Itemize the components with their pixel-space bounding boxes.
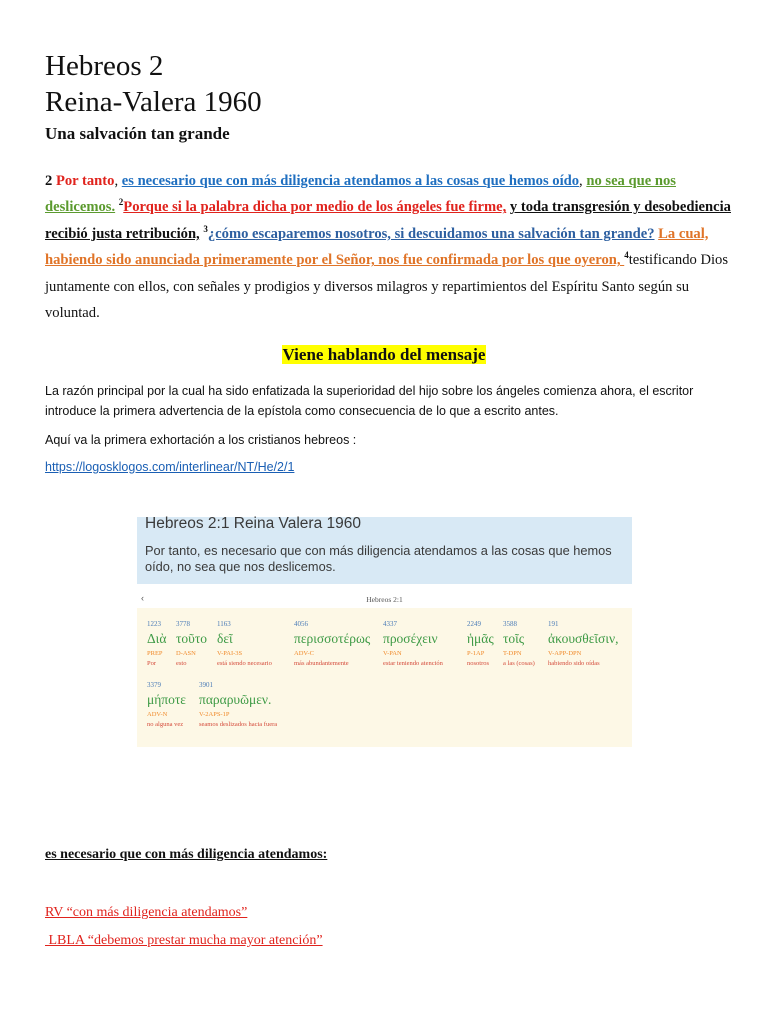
- parsing-code: V-PAI-3S: [217, 650, 243, 657]
- strongs-number: 191: [548, 620, 559, 628]
- verse-superscript-2: 2: [118, 197, 124, 208]
- strongs-number: 1223: [147, 620, 161, 628]
- verse-number: 2: [45, 173, 53, 189]
- interlinear-link[interactable]: https://logosklogos.com/interlinear/NT/He/2/1: [45, 460, 295, 474]
- parsing-code: T-DPN: [503, 650, 522, 657]
- verse-paragraph: [45, 168, 735, 326]
- interlinear-word: [147, 619, 166, 669]
- parsing-code: D-ASN: [176, 650, 196, 657]
- body-paragraph-exhortation: Aquí va la primera exhortación a los cristianos hebreos :: [45, 433, 357, 447]
- greek-word: ἡμᾶς: [467, 631, 494, 646]
- greek-word: τοῦτο: [176, 631, 208, 646]
- parsing-code: PREP: [147, 650, 163, 657]
- word-translation: nosotros: [467, 660, 490, 667]
- document-subtitle: Una salvación tan grande: [45, 124, 230, 143]
- greek-word: τοῖς: [503, 631, 525, 646]
- interlinear-word: [294, 619, 370, 669]
- parsing-code: V-2APS-1P: [199, 711, 230, 718]
- verse-separator: ,: [114, 173, 122, 189]
- greek-word: δεῖ: [217, 631, 233, 646]
- word-translation: a las (cosas): [503, 660, 535, 667]
- screenshot-header: [137, 517, 632, 584]
- interlinear-screenshot: [137, 517, 632, 747]
- strongs-number: 1163: [217, 620, 231, 628]
- strongs-number: 3778: [176, 620, 190, 628]
- verse-superscript-4: 4: [624, 250, 629, 261]
- strongs-number: 3379: [147, 681, 161, 689]
- greek-word: μήποτε: [147, 692, 186, 707]
- strongs-number: 3588: [503, 620, 517, 628]
- document-title: Hebreos 2: [45, 50, 164, 82]
- body-paragraph: La razón principal por la cual ha sido enfatizada la superioridad del hijo sobre los ángeles comienza ahora, el escritor introduce la primera advertencia de la epístola como consecuencia de lo que a escrito antes.: [45, 384, 694, 418]
- document-version: Reina-Valera 1960: [45, 86, 262, 118]
- verse-segment-es-necesario: es necesario que con más diligencia atendamos a las cosas que hemos oído: [121, 173, 580, 189]
- parsing-code: ADV-N: [147, 711, 168, 718]
- interlinear-words: [137, 608, 632, 747]
- highlight-heading-text: Viene hablando del mensaje: [282, 345, 486, 364]
- word-translation: esto: [176, 660, 187, 667]
- parsing-code: ADV-C: [294, 650, 314, 657]
- parsing-code: V-PAN: [383, 650, 402, 657]
- verse-separator: ,: [579, 173, 587, 189]
- parsing-code: V-APP-DPN: [548, 650, 582, 657]
- word-translation: no alguna vez: [147, 721, 184, 728]
- lbla-quote: LBLA “debemos prestar mucha mayor atención”: [45, 933, 323, 948]
- section-title: es necesario que con más diligencia atendamos:: [45, 847, 328, 862]
- screenshot-verse-text: Por tanto, es necesario que con más diligencia atendamos a las cosas que hemos oído, no sea que nos deslicemos.: [145, 543, 612, 574]
- verse-segment-como-escaparemos: ¿cómo escaparemos nosotros, si descuidamos una salvación tan grande?: [207, 225, 655, 242]
- greek-word: περισσοτέρως: [294, 631, 371, 646]
- verse-segment-no-sea: no sea que nos deslicemos.: [45, 173, 676, 216]
- interlinear-word: [383, 619, 443, 669]
- strongs-number: 3901: [199, 681, 213, 689]
- screenshot-heading: Hebreos 2:1 Reina Valera 1960: [145, 515, 361, 532]
- parsing-code: P-1AP: [467, 650, 485, 657]
- interlinear-word: [467, 619, 494, 669]
- verse-superscript-3: 3: [203, 223, 208, 234]
- verse-segment-por-tanto: Por tanto: [55, 173, 115, 189]
- interlinear-word: [217, 619, 272, 669]
- interlinear-word: [176, 619, 207, 669]
- verse-segment-testificando: testificando Dios juntamente con ellos, con señales y prodigios y diversos milagros y repartimientos del Espíritu Santo según su voluntad.: [45, 252, 729, 322]
- word-translation: Por: [147, 660, 157, 667]
- screenshot-nav-label: Hebreos 2:1: [366, 595, 403, 604]
- word-translation: seamos deslizados hacia fuera: [199, 721, 278, 728]
- strongs-number: 4337: [383, 620, 397, 628]
- chevron-left-icon: ‹: [141, 593, 144, 603]
- interlinear-word: [147, 680, 186, 730]
- strongs-number: 2249: [467, 620, 481, 628]
- interlinear-word: [503, 619, 535, 669]
- interlinear-word: [548, 619, 618, 669]
- greek-word: Διὰ: [147, 631, 167, 646]
- greek-word: ἀκουσθεῖσιν,: [548, 631, 619, 646]
- verse-segment-porque: Porque si la palabra dicha por medio de los ángeles fue firme,: [123, 199, 507, 216]
- verse-segment-la-cual: La cual, habiendo sido anunciada primeramente por el Señor, nos fue confirmada por los que oyeron,: [45, 225, 709, 269]
- verse-segment-transgresion: y toda transgresión y desobediencia recibió justa retribución,: [45, 199, 731, 242]
- strongs-number: 4056: [294, 620, 308, 628]
- word-translation: más abundantemente: [294, 660, 349, 667]
- word-translation: estar teniendo atención: [383, 660, 443, 667]
- screenshot-nav-bar: [137, 592, 632, 609]
- word-translation: está siendo necesario: [217, 660, 272, 667]
- rv-quote: RV “con más diligencia atendamos”: [45, 905, 248, 920]
- word-translation: habiendo sido oídas: [548, 660, 600, 667]
- interlinear-word: [199, 680, 277, 730]
- highlight-heading: [0, 345, 768, 365]
- greek-word: παραρυῶμεν.: [199, 692, 272, 707]
- greek-word: προσέχειν: [383, 631, 438, 646]
